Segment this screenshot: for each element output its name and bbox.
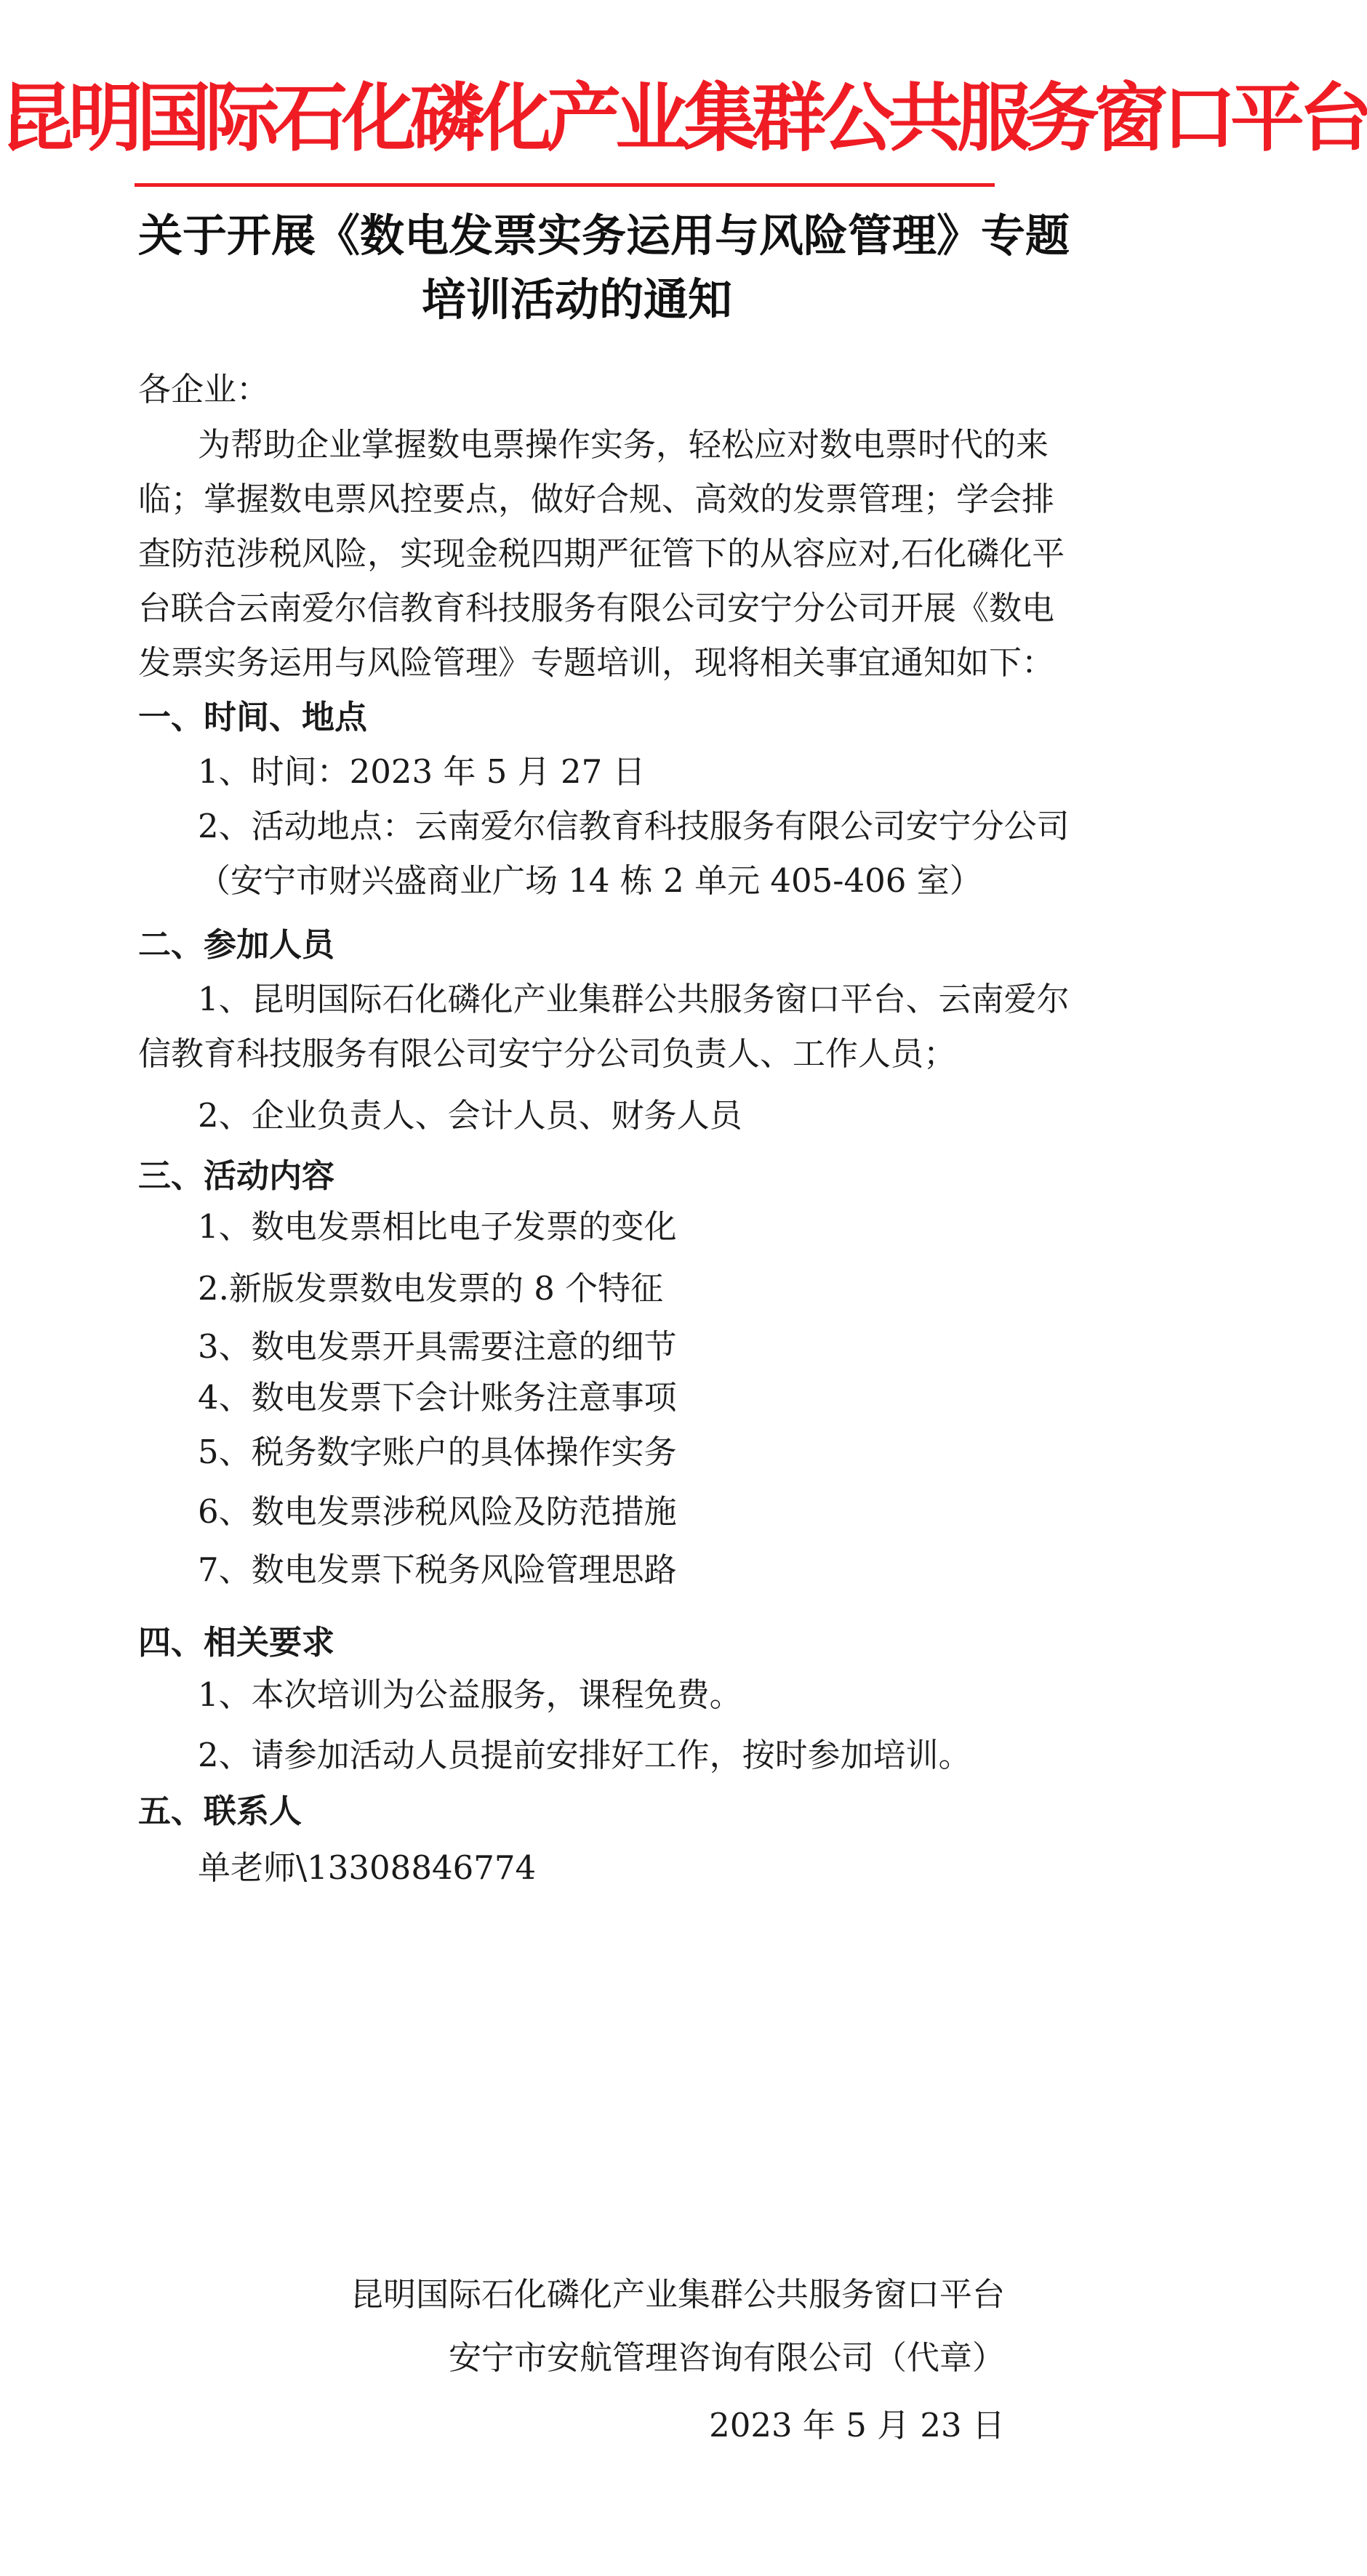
intro-line: 临；掌握数电票风控要点，做好合规、高效的发票管理；学会排 [138,480,1055,518]
content-item: 4、数电发票下会计账务注意事项 [198,1378,677,1417]
event-time: 1、时间：2023 年 5 月 27 日 [198,752,646,791]
content-item: 3、数电发票开具需要注意的细节 [198,1327,677,1366]
content-item: 7、数电发票下税务风险管理思路 [198,1550,677,1589]
section-heading-participants: 二、参加人员 [138,925,335,964]
intro-line: 发票实务运用与风险管理》专题培训，现将相关事宜通知如下： [138,643,1055,682]
notice-title-line-2: 培训活动的通知 [421,274,732,326]
signature-org-1: 昆明国际石化磷化产业集群公共服务窗口平台 [350,2275,1005,2314]
section-heading-content: 三、活动内容 [138,1156,335,1195]
content-item: 2.新版发票数电发票的 8 个特征 [198,1269,664,1308]
section-heading-time-place: 一、时间、地点 [138,698,368,736]
header-red-rule [135,183,995,187]
requirement-item: 1、本次培训为公益服务，课程免费。 [198,1675,742,1714]
section-heading-requirements: 四、相关要求 [138,1623,335,1662]
participants-item: 1、昆明国际石化磷化产业集群公共服务窗口平台、云南爱尔 [198,980,1070,1018]
participants-item: 2、企业负责人、会计人员、财务人员 [198,1096,742,1135]
intro-line: 台联合云南爱尔信教育科技服务有限公司安宁分公司开展《数电 [138,589,1055,627]
content-item: 1、数电发票相比电子发票的变化 [198,1207,677,1246]
intro-line: 为帮助企业掌握数电票操作实务，轻松应对数电票时代的来 [198,425,1049,464]
org-header: 昆明国际石化磷化产业集群公共服务窗口平台 [0,75,1367,162]
intro-line: 查防范涉税风险，实现金税四期严征管下的从容应对,石化磷化平 [138,534,1065,573]
salutation: 各企业： [138,370,270,408]
signature-org-2: 安宁市安航管理咨询有限公司（代章） [448,2338,1005,2377]
content-item: 6、数电发票涉税风险及防范措施 [198,1492,677,1531]
notice-title-line-1: 关于开展《数电发票实务运用与风险管理》专题 [138,210,1070,262]
event-address: （安宁市财兴盛商业广场 14 栋 2 单元 405-406 室） [198,861,982,900]
requirement-item: 2、请参加活动人员提前安排好工作，按时参加培训。 [198,1736,971,1774]
content-item: 5、税务数字账户的具体操作实务 [198,1433,677,1471]
event-place: 2、活动地点：云南爱尔信教育科技服务有限公司安宁分公司 [198,807,1070,845]
contact-person: 单老师\13308846774 [198,1848,537,1887]
signature-date: 2023 年 5 月 23 日 [709,2406,1005,2444]
participants-item: 信教育科技服务有限公司安宁分公司负责人、工作人员； [138,1034,957,1073]
section-heading-contact: 五、联系人 [138,1792,302,1830]
